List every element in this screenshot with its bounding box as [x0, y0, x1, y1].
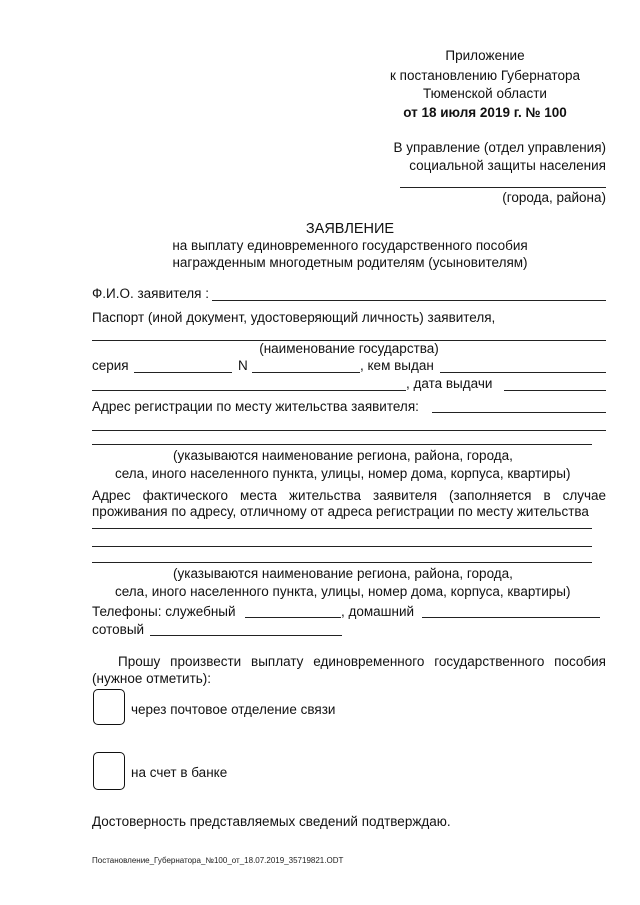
- fio-field[interactable]: [212, 300, 606, 301]
- fact-address-field-3[interactable]: [92, 562, 592, 563]
- issued-by-field-continued[interactable]: [92, 390, 406, 391]
- mobile-phone-label: сотовый: [92, 622, 145, 637]
- request-line1-text: Прошу произвести выплату единовременного государственного пособия: [118, 654, 606, 669]
- request-line1: [118, 654, 606, 670]
- fact-address-field-2[interactable]: [92, 546, 592, 547]
- number-label: N: [238, 358, 248, 373]
- issue-date-label: , дата выдачи: [406, 376, 493, 391]
- addressee-line2: социальной защиты населения: [409, 158, 606, 173]
- fact-address-line1: [92, 488, 606, 504]
- fio-label: Ф.И.О. заявителя :: [92, 286, 209, 301]
- decree-date-number: от 18 июля 2019 г. № 100: [403, 105, 567, 120]
- series-field[interactable]: [134, 372, 232, 373]
- document-subtitle-2: награжденным многодетным родителям (усыновителям): [172, 255, 528, 270]
- work-phone-field[interactable]: [245, 617, 341, 618]
- home-phone-field[interactable]: [422, 617, 600, 618]
- fact-address-line1-text: Адрес фактического места жительства заявителя (заполняется в случае: [92, 488, 606, 503]
- state-caption: (наименование государства): [259, 341, 439, 356]
- bank-account-checkbox[interactable]: [93, 752, 125, 790]
- decree-reference: к постановлению Губернатора: [390, 68, 580, 83]
- appendix-label: Приложение: [445, 48, 525, 63]
- issued-by-label: , кем выдан: [360, 358, 434, 373]
- reg-address-label: Адрес регистрации по месту жительства заявителя:: [92, 399, 419, 414]
- document-subtitle-1: на выплату единовременного государственного пособия: [172, 238, 528, 253]
- series-label: серия: [92, 358, 129, 373]
- reg-caption-2: села, иного населенного пункта, улицы, номер дома, корпуса, квартиры): [115, 466, 571, 481]
- phones-label: Телефоны: служебный: [92, 604, 236, 619]
- issued-by-field[interactable]: [440, 372, 606, 373]
- issue-date-field[interactable]: [504, 390, 606, 391]
- fact-caption-2: села, иного населенного пункта, улицы, номер дома, корпуса, квартиры): [115, 584, 571, 599]
- fact-address-field-1[interactable]: [92, 528, 592, 529]
- post-office-option-label: через почтовое отделение связи: [131, 702, 336, 717]
- post-office-checkbox[interactable]: [93, 689, 125, 725]
- document-title: ЗАЯВЛЕНИЕ: [305, 221, 395, 237]
- confirmation-statement: Достоверность представляемых сведений подтверждаю.: [92, 814, 451, 829]
- home-phone-label: , домашний: [341, 604, 415, 619]
- reg-address-field-2[interactable]: [92, 430, 606, 431]
- reg-address-field-1[interactable]: [432, 412, 606, 413]
- bank-account-option-label: на счет в банке: [131, 765, 228, 780]
- footer-filename: Постановление_Губернатора_№100_от_18.07.2019_35719821.ODT: [92, 856, 344, 865]
- addressee-city-line[interactable]: [400, 187, 606, 188]
- number-field[interactable]: [252, 372, 360, 373]
- reg-caption-1: (указываются наименование региона, района, города,: [173, 448, 513, 463]
- reg-address-field-3[interactable]: [92, 444, 592, 445]
- fact-caption-1: (указываются наименование региона, района, города,: [173, 566, 513, 581]
- mobile-phone-field[interactable]: [150, 635, 342, 636]
- passport-label: Паспорт (иной документ, удостоверяющий личность) заявителя,: [92, 310, 496, 325]
- request-line2: (нужное отметить):: [92, 671, 212, 686]
- region-name: Тюменской области: [423, 86, 547, 101]
- fact-address-line2: проживания по адресу, отличному от адреса регистрации по месту жительства: [92, 504, 589, 519]
- addressee-line1: В управление (отдел управления): [393, 140, 606, 155]
- addressee-caption: (города, района): [502, 190, 606, 205]
